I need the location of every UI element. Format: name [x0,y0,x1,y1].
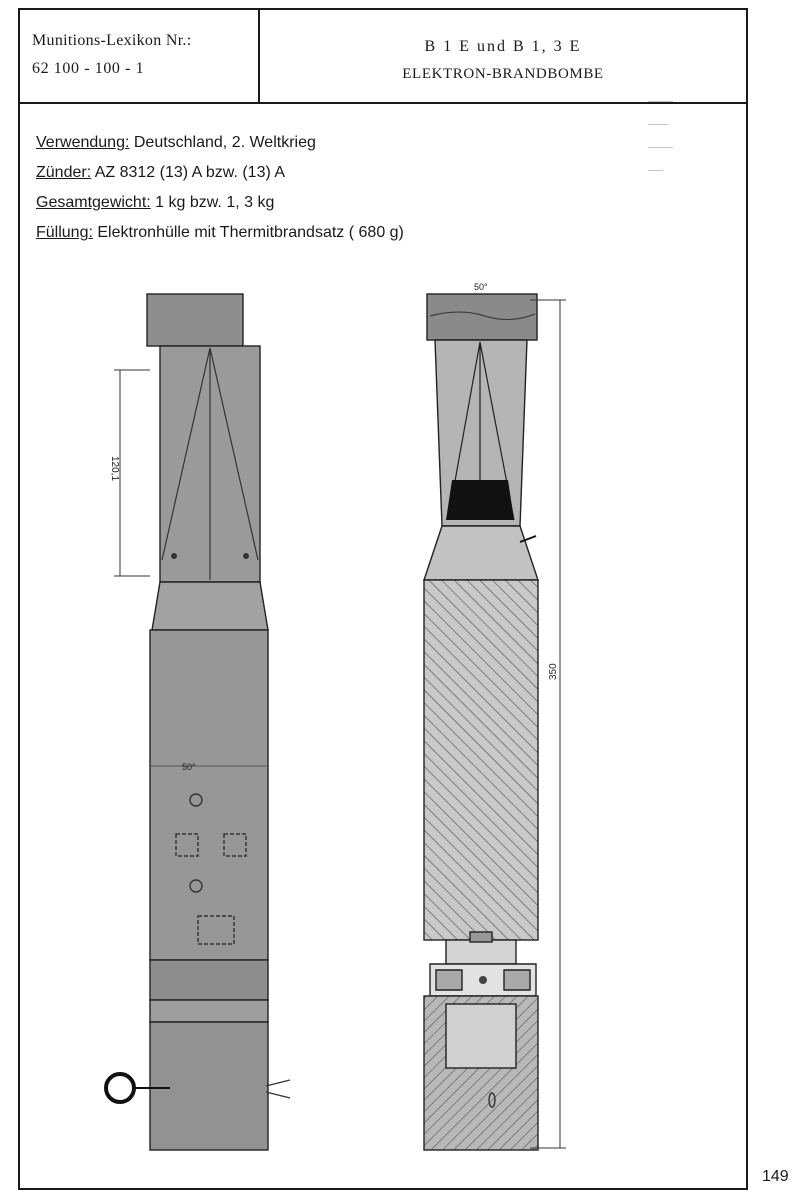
dim-length-right: 350 [548,663,559,680]
lexikon-box [20,10,260,102]
lexikon-number: 62 100 - 100 - 1 [32,60,145,77]
section-nose-cap [427,294,537,340]
main-body [150,630,268,960]
bomb-code: B 1 E und B 1, 3 E [424,38,582,55]
spec-label: Gesamtgewicht: [36,194,151,211]
spec-fuellung [36,218,404,248]
header [20,10,746,104]
fin-rivet [243,553,249,559]
dim-angle-middle-left: 50° [182,762,196,772]
fuse-charge [446,480,514,520]
page-number: 149 [762,1168,789,1185]
spec-verwendung [36,128,404,158]
tail-base [150,1022,268,1150]
section-view [424,294,566,1150]
tail-band [150,1000,268,1022]
dim-angle-top-right: 50° [474,282,488,292]
spec-label: Verwendung: [36,134,130,151]
spec-list [36,128,404,248]
dim-length-left: 120,1 [109,456,120,482]
section-shoulder [424,526,538,580]
body-taper [152,582,268,630]
lexikon-label: Munitions-Lexikon Nr.: [32,32,192,49]
nose-cap [147,294,243,346]
exterior-view [106,294,290,1150]
bomb-name: ELEKTRON-BRANDBOMBE [402,66,604,82]
spec-gesamtgewicht [36,188,404,218]
spec-label: Zünder: [36,164,92,181]
spec-label: Füllung: [36,224,93,241]
spec-value: Elektronhülle mit Thermitbrandsatz ( 680 g) [97,224,404,241]
fuze-housing [446,940,516,964]
fin-rivet [171,553,177,559]
spec-value: 1 kg bzw. 1, 3 kg [155,194,275,211]
spec-zuender [36,158,404,188]
bleed-through-texture: ⎯⎯⎯⎯⎯ ⎯⎯⎯⎯ ⎯⎯⎯⎯⎯ ⎯⎯⎯ [648,96,673,176]
spec-value: Deutschland, 2. Weltkrieg [133,134,316,151]
pull-ring [106,1074,134,1102]
spec-value: AZ 8312 (13) A bzw. (13) A [94,164,286,181]
thermite-fill [424,580,538,940]
bomb-technical-drawing [90,280,570,1170]
title-box [260,10,746,102]
tail-band [150,960,268,1000]
